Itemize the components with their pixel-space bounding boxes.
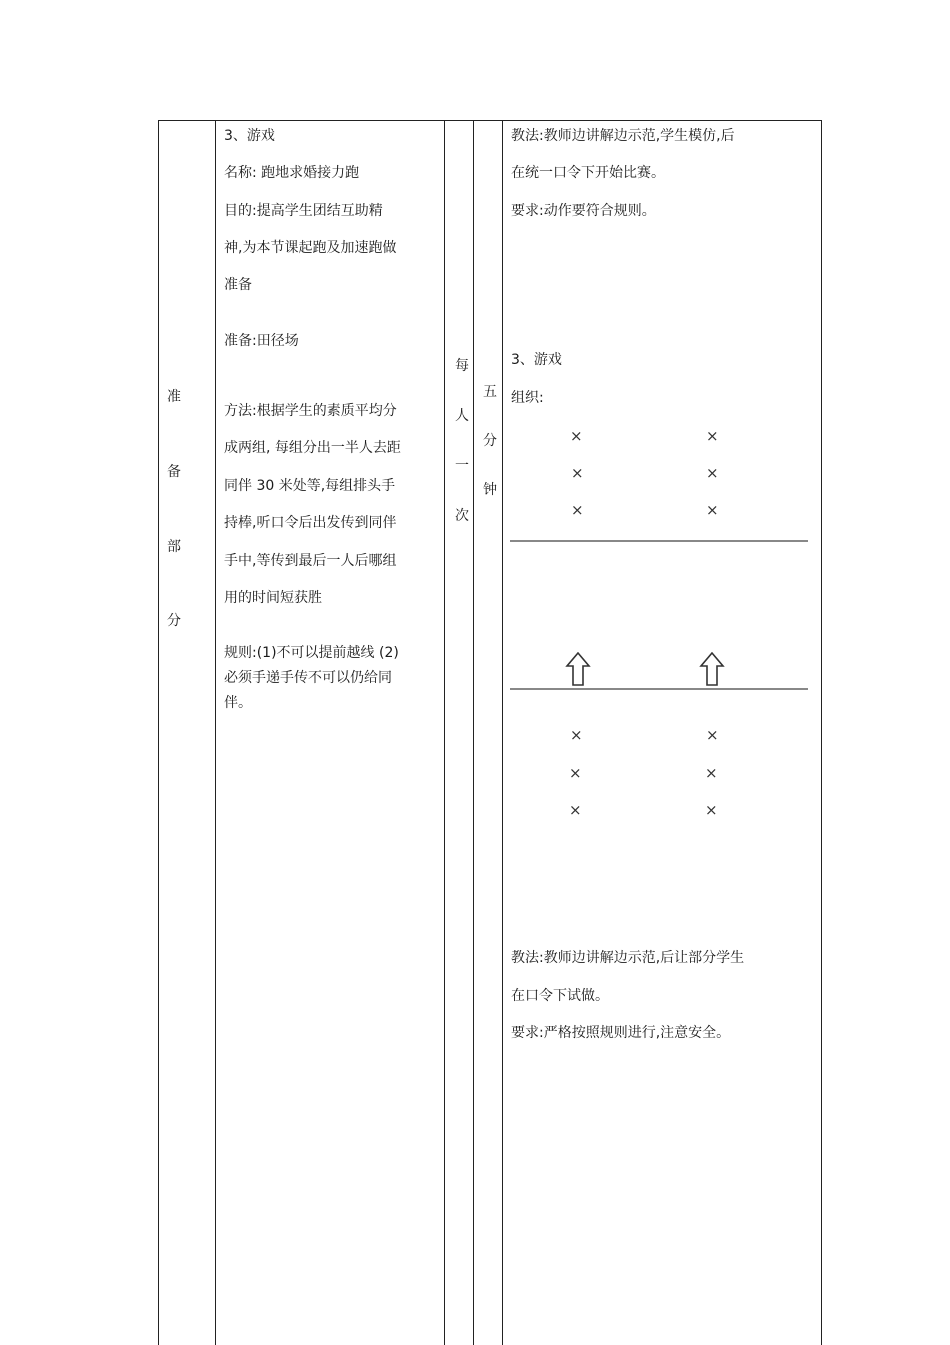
teaching-method-line: 教法:教师边讲解边示范,学生模仿,后 <box>511 128 735 144</box>
column-divider-3 <box>473 120 474 1345</box>
frequency-char: 每 <box>455 358 469 374</box>
player-mark: × <box>570 427 583 445</box>
section-char: 分 <box>167 613 181 629</box>
player-mark: × <box>569 764 582 782</box>
player-mark: × <box>705 801 718 819</box>
table-left-border <box>158 120 159 1345</box>
method-line: 持棒,听口令后出发传到同伴 <box>224 515 397 531</box>
rules-line: 必须手递手传不可以仍给同 <box>224 670 392 686</box>
method-line: 手中,等传到最后一人后哪组 <box>224 553 397 569</box>
frequency-char: 次 <box>455 508 469 524</box>
player-mark: × <box>706 726 719 744</box>
start-line <box>510 540 808 542</box>
teaching-method-line: 在口令下试做。 <box>511 988 609 1004</box>
method-line: 方法:根据学生的素质平均分 <box>224 403 397 419</box>
table-top-border <box>158 120 822 121</box>
table-right-border <box>821 120 822 1345</box>
finish-line <box>510 688 808 690</box>
frequency-char: 一 <box>455 458 469 474</box>
player-mark: × <box>571 501 584 519</box>
section-char: 备 <box>167 464 181 480</box>
player-mark: × <box>571 464 584 482</box>
player-mark: × <box>706 501 719 519</box>
column-divider-2 <box>444 120 445 1345</box>
game-heading-2: 3、游戏 <box>511 352 562 368</box>
section-char: 部 <box>167 539 181 555</box>
duration-char: 分 <box>483 433 497 449</box>
player-mark: × <box>706 464 719 482</box>
requirement-line: 要求:严格按照规则进行,注意安全。 <box>511 1025 731 1041</box>
method-line: 成两组, 每组分出一半人去距 <box>224 440 401 456</box>
purpose-line: 神,为本节课起跑及加速跑做 <box>224 240 397 256</box>
purpose-line: 目的:提高学生团结互助精 <box>224 203 383 219</box>
teaching-method-line: 教法:教师边讲解边示范,后让部分学生 <box>511 950 745 966</box>
game-heading: 3、游戏 <box>224 128 275 144</box>
hollow-up-arrow-icon <box>699 652 725 686</box>
preparation-line: 准备:田径场 <box>224 333 299 349</box>
requirement-line: 要求:动作要符合规则。 <box>511 203 656 219</box>
column-divider-4 <box>502 120 503 1345</box>
frequency-char: 人 <box>455 408 469 424</box>
section-char: 准 <box>167 389 181 405</box>
rules-line: 伴。 <box>224 695 252 711</box>
player-mark: × <box>569 801 582 819</box>
player-mark: × <box>570 726 583 744</box>
game-name: 名称: 跑地求婚接力跑 <box>224 165 360 181</box>
player-mark: × <box>705 764 718 782</box>
purpose-line: 准备 <box>224 277 252 293</box>
hollow-up-arrow-icon <box>565 652 591 686</box>
duration-char: 五 <box>483 384 497 400</box>
teaching-method-line: 在统一口令下开始比赛。 <box>511 165 665 181</box>
duration-char: 钟 <box>483 482 497 498</box>
organization-label: 组织: <box>511 390 544 406</box>
method-line: 用的时间短获胜 <box>224 590 322 606</box>
method-line: 同伴 30 米处等,每组排头手 <box>224 478 396 494</box>
column-divider-1 <box>215 120 216 1345</box>
player-mark: × <box>706 427 719 445</box>
rules-line: 规则:(1)不可以提前越线 (2) <box>224 645 399 661</box>
